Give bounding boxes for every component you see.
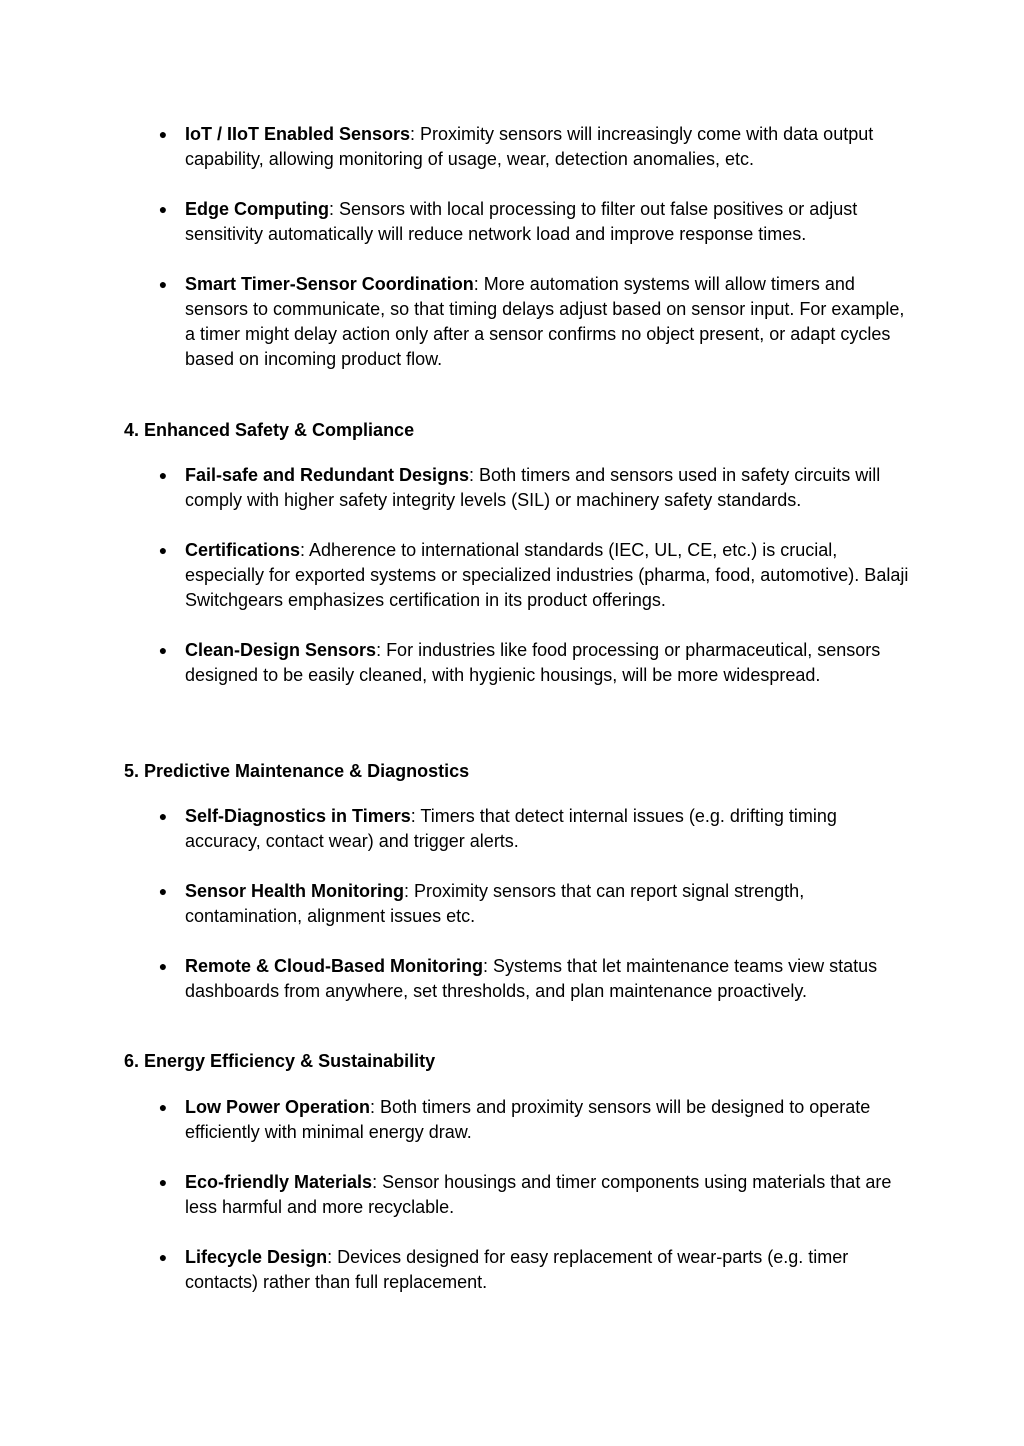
bullet-icon: ●	[158, 542, 168, 558]
item-text: : Sensors with local processing to filter out false positives or adjust sensitivity automatically will reduce network load and improve response times.	[185, 199, 858, 244]
section-heading: 5. Predictive Maintenance & Diagnostics	[124, 761, 470, 781]
bullet-icon: ●	[158, 808, 168, 824]
list-item	[158, 463, 915, 513]
list-item	[158, 197, 915, 247]
item-term: Low Power Operation	[185, 1097, 371, 1117]
list-item	[158, 538, 915, 613]
bullet-icon: ●	[158, 201, 168, 217]
list-item	[158, 1170, 915, 1220]
list-item	[158, 804, 915, 854]
section-heading: 4. Enhanced Safety & Compliance	[124, 420, 415, 440]
item-term: Lifecycle Design	[185, 1247, 328, 1267]
bullet-icon: ●	[158, 276, 168, 292]
bullet-icon: ●	[158, 467, 168, 483]
item-text: : Systems that let maintenance teams view status dashboards from anywhere, set thresholds, and plan maintenance proactively.	[185, 956, 878, 1001]
bullet-icon: ●	[158, 1174, 168, 1190]
bullet-icon: ●	[158, 126, 168, 142]
item-term: Self-Diagnostics in Timers	[185, 806, 411, 826]
item-text: : Proximity sensors that can report signal strength, contamination, alignment issues etc.	[185, 881, 805, 926]
list-item	[158, 954, 915, 1004]
bullet-icon: ●	[158, 883, 168, 899]
item-text: : Timers that detect internal issues (e.g. drifting timing accuracy, contact wear) and trigger alerts.	[185, 806, 837, 851]
list-item	[158, 1245, 915, 1295]
list-item	[158, 272, 915, 372]
item-text: : Devices designed for easy replacement of wear-parts (e.g. timer contacts) rather than full replacement.	[185, 1247, 849, 1292]
item-term: Smart Timer-Sensor Coordination	[185, 274, 474, 294]
section-heading: 6. Energy Efficiency & Sustainability	[124, 1051, 436, 1071]
item-text: : More automation systems will allow timers and sensors to communicate, so that timing delays adjust based on sensor input. For example, a timer might delay action only after a sensor confirms no object present, or adapt cycles based on incoming product flow.	[185, 274, 905, 369]
item-term: Eco-friendly Materials	[185, 1172, 373, 1192]
item-text: : Sensor housings and timer components using materials that are less harmful and more recyclable.	[185, 1172, 892, 1217]
item-term: Sensor Health Monitoring	[185, 881, 405, 901]
list-item	[158, 122, 915, 172]
item-term: Edge Computing	[185, 199, 329, 219]
bullet-icon: ●	[158, 958, 168, 974]
item-term: Certifications	[185, 540, 301, 560]
list-item	[158, 1095, 915, 1145]
list-item	[158, 879, 915, 929]
item-term: IoT / IIoT Enabled Sensors	[185, 124, 411, 144]
bullet-icon: ●	[158, 642, 168, 658]
item-text: : Both timers and proximity sensors will be designed to operate efficiently with minimal energy draw.	[185, 1097, 871, 1142]
bullet-icon: ●	[158, 1099, 168, 1115]
item-text: : Adherence to international standards (IEC, UL, CE, etc.) is crucial, especially for exported systems or specialized industries (pharma, food, automotive). Balaji Switchgears emphasizes certification in its product offerings.	[185, 540, 909, 610]
item-term: Clean-Design Sensors	[185, 640, 377, 660]
item-text: : Both timers and sensors used in safety circuits will comply with higher safety integrity levels (SIL) or machinery safety standards.	[185, 465, 881, 510]
list-item	[158, 638, 915, 688]
item-text: : For industries like food processing or pharmaceutical, sensors designed to be easily cleaned, with hygienic housings, will be more widespread.	[185, 640, 881, 685]
item-text: : Proximity sensors will increasingly come with data output capability, allowing monitoring of usage, wear, detection anomalies, etc.	[185, 124, 874, 169]
item-term: Remote & Cloud-Based Monitoring	[185, 956, 483, 976]
bullet-icon: ●	[158, 1249, 168, 1265]
item-term: Fail-safe and Redundant Designs	[185, 465, 470, 485]
